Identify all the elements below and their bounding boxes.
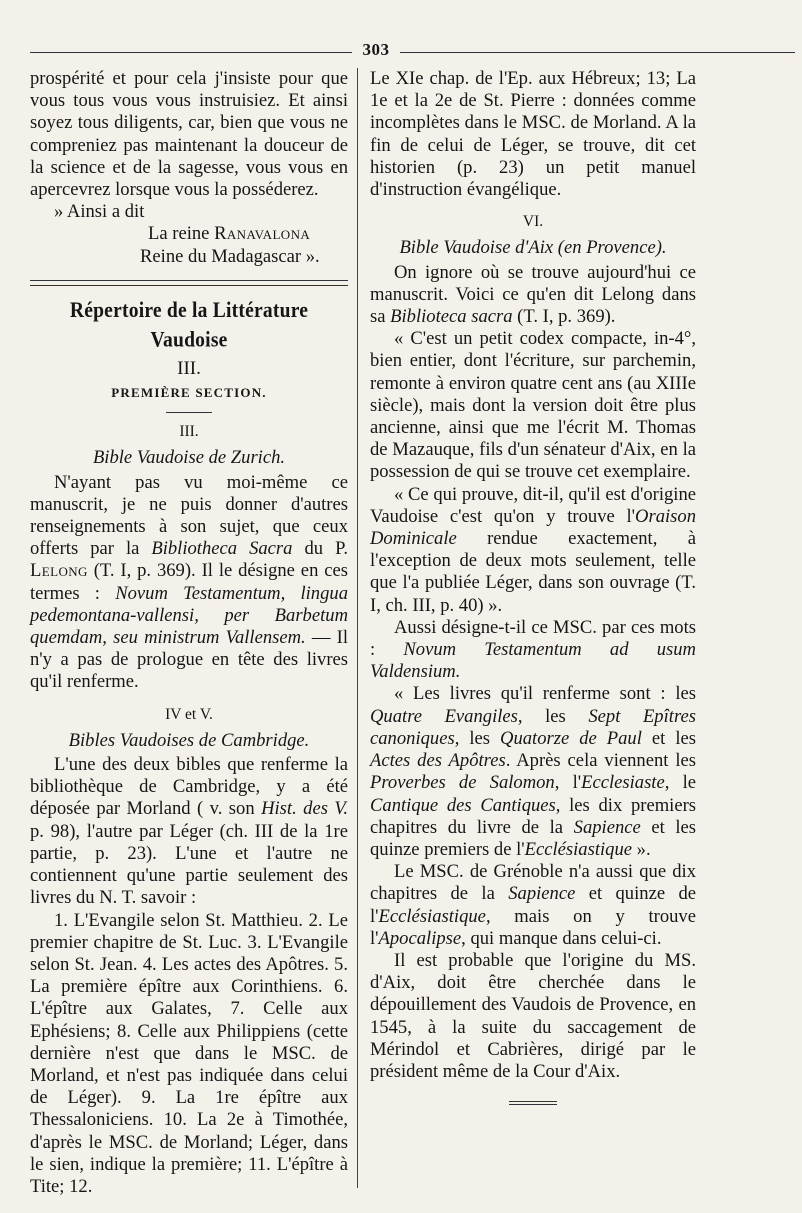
italic-run: Ecclesiaste [581, 772, 665, 794]
text-run: , qui manque dans celui-ci. [461, 927, 662, 949]
italic-run: Oraison Dominicale [370, 505, 696, 550]
italic-run: Cantique des Cantiques [370, 794, 556, 816]
part-6-paragraph-1 [370, 262, 696, 329]
text-run: rendue exactement, à l'exception de deux mots seulement, telle que l'a publiée Léger, dans son ouvrage (T. I, ch. III, p. 40) ». [370, 528, 696, 616]
text-run: — Il n'y a pas de prologue en tête des livres qu'il renferme. [30, 627, 348, 693]
right-column [370, 68, 696, 1105]
text-run: , mais on y trouve l' [370, 905, 696, 949]
text-run: , les [517, 705, 589, 727]
italic-run: Biblioteca sacra [390, 306, 513, 328]
part-6-paragraph-6 [370, 861, 696, 950]
text-run: (T. I, p. 369). [512, 306, 616, 328]
signature-prefix: La reine [148, 223, 215, 245]
part-3-heading: Bible Vaudoise de Zurich. [92, 447, 286, 469]
text-run: N'ayant pas vu moi-même ce manuscrit, je ne puis donner d'autres renseignements à son sujet, que ceux offerts par la [30, 471, 348, 560]
text-run: L'une des deux bibles que renferme la bibliothèque de Cambridge, y a été déposée par Morland ( v. son [30, 754, 348, 820]
text-run: « Les livres qu'il renferme sont : les [394, 683, 696, 705]
signature-line-1 [30, 223, 348, 245]
part-6-number: VI. [522, 213, 544, 231]
italic-run: Sapience [573, 816, 641, 838]
text-run: et les quinze premiers de l' [370, 816, 696, 860]
text-run: , l' [554, 772, 582, 794]
text-run: Aussi désigne-t-il ce MSC. par ces mots : [370, 616, 696, 661]
part-6-paragraph-3 [370, 484, 696, 617]
text-run: du P. [292, 538, 348, 560]
header-rule-left [30, 52, 352, 53]
italic-run: Quatorze de Paul [500, 727, 642, 749]
opening-paragraph: prospérité et pour cela j'insiste pour que vous tous vous vous instruisiez. Et ainsi soyez tous diligents, car, bien que vous ne compreniez pas maintenant la douceur de la science et de la sagesse, vous vous en apercevrez lorsque vous la posséderez. [30, 68, 348, 201]
italic-run: Sapience [508, 883, 576, 905]
part-45-heading: Bibles Vaudoises de Cambridge. [68, 729, 310, 751]
repertoire-title: Répertoire de la Littérature Vaudoise [69, 298, 309, 353]
header-rule-right [400, 52, 795, 53]
text-run: On ignore où se trouve aujourd'hui ce manuscrit. Voici ce qu'en dit Lelong dans sa [370, 261, 696, 328]
text-run: , les [454, 727, 501, 749]
part-6-paragraph-7: Il est probable que l'origine du MS. d'Aix, doit être cherchée dans le dépouillement des Vaudois de Provence, en 1545, à la suite du saccagement de Mérindol et Cabrières, dirigé par le président même de la Cour d'Aix. [370, 949, 696, 1082]
signature-name: Ranavalona [214, 223, 311, 245]
signature-line-2: Reine du Madagascar ». [140, 245, 320, 267]
part-6-paragraph-2: « C'est un petit codex compacte, in-4°, bien entier, dont l'écriture, sur parchemin, remonte à environ quatre cent ans (au XIIIe siècle), mais dont la version doit être plus ancienne, ainsi que me l'écrit M. Thomas de Mazauque, fils d'un sénateur d'Aix, en la possession de qui se trouve cet exemplaire. [370, 328, 696, 483]
short-rule [166, 412, 212, 413]
part-6-paragraph-4 [370, 617, 696, 684]
italic-run: Hist. des V. [261, 798, 348, 820]
text-run: (T. I, p. 369). Il le désigne en ces termes : [30, 560, 348, 604]
text-run: p. 98), l'autre par Léger (ch. III de la 1re partie, p. 23). L'une et l'autre ne contiennent qu'une partie seulement des livres du N. T. savoir : [30, 820, 348, 909]
section-double-rule [30, 280, 348, 286]
text-run: , le [664, 772, 696, 794]
italic-run: Ecclésiastique [378, 905, 486, 927]
text-run: et quinze de l' [370, 883, 696, 927]
part-6-heading: Bible Vaudoise d'Aix (en Provence). [399, 237, 667, 259]
text-run: ». [632, 838, 651, 860]
text-run: , les dix premiers chapitres du livre de la [370, 794, 696, 838]
text-run: . Après cela viennent les [505, 750, 696, 772]
page-header [30, 40, 795, 64]
italic-run: Novum Testamentum ad usum Valdensium. [370, 639, 696, 683]
text-run: Le MSC. de Grénoble n'a aussi que dix chapitres de la [370, 861, 696, 905]
ainsi-a-dit: » Ainsi a dit [54, 201, 145, 223]
italic-run: Apocalipse [378, 927, 462, 949]
title-roman-numeral: III. [177, 357, 201, 379]
italic-run: Actes des Apôtres [370, 750, 506, 772]
part-45-paragraph-2: 1. L'Evangile selon St. Matthieu. 2. Le premier chapitre de St. Luc. 3. L'Evangile selon St. Jean. 4. Les actes des Apôtres. 5. La première épître aux Corinthiens. 6. L'épître aux Galates, 7. Celle aux Ephésiens; 8. Celle aux Philippiens (cette dernière n'est que dans le MSC. de Morland, et n'est pas indiquée dans celui de Léger). 9. La 1re épître aux Thessaloniciens. 10. La 2e à Timothée, d'après le MSC. de Morland; Léger, dans le sien, indique la première; 11. L'épître à Tite; 12. [30, 909, 348, 1197]
italic-run: Sept Epîtres canoniques [370, 705, 696, 749]
part-45-number: IV et V. [165, 705, 213, 723]
italic-run: Ecclésiastique [524, 838, 633, 860]
column-divider [357, 68, 358, 1188]
part-3-number: III. [179, 423, 199, 441]
section-label: PREMIÈRE SECTION. [111, 385, 267, 401]
left-column [30, 68, 348, 1198]
end-rule [509, 1101, 557, 1105]
part-6-paragraph-5 [370, 683, 696, 861]
page-number: 303 [362, 40, 390, 59]
italic-run: Novum Testamentum, lingua pedemontana-vallensi, per Barbetum quemdam, seu ministrum Vallensem. [30, 582, 348, 649]
italic-run: Bibliotheca Sacra [151, 538, 293, 560]
italic-run: Quatre Evangiles [370, 705, 518, 727]
text-run: et les [641, 727, 696, 749]
part-3-paragraph [30, 472, 348, 694]
text-run: « Ce qui prouve, dit-il, qu'il est d'origine Vaudoise c'est qu'on y trouve l' [370, 483, 696, 527]
part-45-paragraph-1 [30, 754, 348, 909]
continuation-paragraph: Le XIe chap. de l'Ep. aux Hébreux; 13; La 1e et la 2e de St. Pierre : données comme incomplètes dans le MSC. de Morland. A la fin de celui de Léger, se trouve, dit cet historien (p. 23) un petit manuel d'instruction évangélique. [370, 68, 696, 201]
smallcaps-run: Lelong [30, 560, 88, 582]
italic-run: Proverbes de Salomon [370, 772, 555, 794]
